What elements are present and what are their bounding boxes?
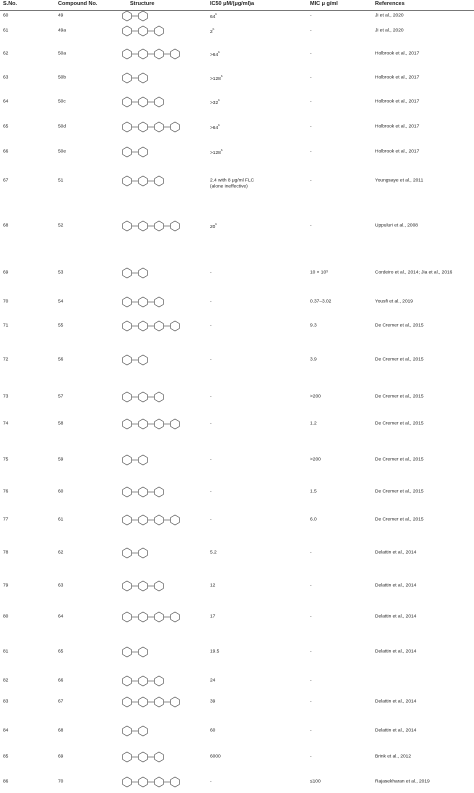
cell-mic: 1.5	[310, 489, 317, 495]
ring-shape	[123, 487, 132, 497]
ring-shape	[139, 612, 148, 622]
ring-shape	[155, 392, 164, 402]
cell-reference: Delattin et al., 2014	[375, 649, 417, 655]
header-references: References	[375, 1, 405, 7]
header-sno: S.No.	[3, 1, 18, 7]
cell-ic50: $>64^b$	[210, 50, 220, 58]
cell-compound: 50c	[58, 99, 66, 105]
cell-sno: 84	[3, 728, 9, 734]
cell-sno: 82	[3, 678, 9, 684]
ring-shape	[123, 122, 132, 132]
cell-mic: -	[310, 550, 312, 556]
ring-shape	[171, 221, 180, 231]
cell-reference: Delattin et al., 2014	[375, 583, 417, 589]
cell-sno: 60	[3, 13, 9, 19]
cell-mic: >200	[310, 457, 321, 463]
cell-compound: 70	[58, 779, 64, 785]
cell-ic50: -	[210, 457, 212, 463]
cell-sno: 73	[3, 394, 9, 400]
ring-shape	[139, 726, 148, 736]
cell-ic50: 2$^b$	[210, 27, 215, 35]
cell-sno: 79	[3, 583, 9, 589]
chemical-structure-image	[118, 388, 188, 406]
cell-compound: 56	[58, 357, 64, 363]
chemical-structure-image	[118, 511, 188, 529]
chemical-structure-image	[118, 773, 188, 791]
ring-shape	[155, 49, 164, 59]
cell-sno: 63	[3, 75, 9, 81]
cell-ic50: -	[210, 357, 212, 363]
ring-shape	[139, 176, 148, 186]
ring-shape	[155, 97, 164, 107]
cell-reference: Holbrook et al., 2017	[375, 149, 420, 155]
ring-shape	[139, 122, 148, 132]
ring-shape	[139, 321, 148, 331]
ring-shape	[171, 697, 180, 707]
ring-shape	[123, 268, 132, 278]
cell-reference: De Cremer et al., 2015	[375, 517, 424, 523]
cell-sno: 80	[3, 614, 9, 620]
ring-shape	[139, 73, 148, 83]
cell-compound: 49	[58, 13, 64, 19]
ring-shape	[171, 321, 180, 331]
cell-mic: -	[310, 678, 312, 684]
ring-shape	[123, 221, 132, 231]
cell-compound: 54	[58, 299, 64, 305]
cell-reference: Youngsaye et al., 2011	[375, 178, 424, 184]
cell-mic: -	[310, 754, 312, 760]
ring-shape	[123, 676, 132, 686]
ring-shape	[171, 419, 180, 429]
cell-reference: Holbrook et al., 2017	[375, 51, 420, 57]
cell-sno: 69	[3, 270, 9, 276]
ring-shape	[155, 321, 164, 331]
cell-reference: De Cremer et al., 2015	[375, 421, 424, 427]
cell-ic50: 24	[210, 678, 216, 684]
cell-sno: 86	[3, 779, 9, 785]
cell-reference: Cordeiro et al., 2014; Jia et al., 2016	[375, 270, 453, 276]
cell-compound: 63	[58, 583, 64, 589]
ring-shape	[123, 147, 132, 157]
ring-shape	[139, 11, 148, 21]
cell-ic50: -	[210, 421, 212, 427]
ring-shape	[123, 297, 132, 307]
cell-reference: Delattin et al., 2014	[375, 728, 417, 734]
cell-ic50: 5.2	[210, 550, 217, 556]
cell-compound: 53	[58, 270, 64, 276]
ring-shape	[155, 122, 164, 132]
ring-shape	[155, 487, 164, 497]
cell-mic: -	[310, 99, 312, 105]
ring-shape	[171, 612, 180, 622]
cell-mic: >200	[310, 394, 321, 400]
ring-shape	[155, 515, 164, 525]
cell-compound: 57	[58, 394, 64, 400]
cell-mic: -	[310, 124, 312, 130]
cell-compound: 50d	[58, 124, 67, 130]
cell-reference: Uppuluri et al., 2008	[375, 223, 418, 229]
cell-reference: De Cremer et al., 2015	[375, 323, 424, 329]
table-header	[0, 0, 474, 11]
ring-shape	[139, 548, 148, 558]
ring-shape	[123, 419, 132, 429]
cell-mic: -	[310, 75, 312, 81]
cell-mic: 1.2	[310, 421, 317, 427]
cell-reference: Ji et al., 2020	[375, 28, 404, 34]
ring-shape	[155, 26, 164, 36]
ring-shape	[155, 581, 164, 591]
cell-ic50: 12	[210, 583, 216, 589]
chemical-structure-image	[118, 264, 188, 282]
cell-mic: -	[310, 583, 312, 589]
ring-shape	[123, 647, 132, 657]
chemical-structure-image	[118, 45, 188, 63]
ring-shape	[123, 697, 132, 707]
cell-sno: 75	[3, 457, 9, 463]
cell-ic50: -	[210, 323, 212, 329]
ring-shape	[123, 11, 132, 21]
cell-sno: 66	[3, 149, 9, 155]
cell-mic: -	[310, 614, 312, 620]
ring-shape	[171, 49, 180, 59]
cell-ic50: 64$^b$	[210, 12, 218, 20]
cell-mic: 0.37–3.02	[310, 299, 332, 305]
cell-compound: 50e	[58, 149, 67, 155]
ring-shape	[139, 697, 148, 707]
chemical-structure-image	[118, 643, 188, 661]
cell-ic50: $>128^b$	[210, 74, 223, 82]
cell-mic: 9.3	[310, 323, 317, 329]
ring-shape	[139, 297, 148, 307]
cell-compound: 62	[58, 550, 64, 556]
ring-shape	[123, 26, 132, 36]
cell-mic: 3.9	[310, 357, 317, 363]
cell-sno: 74	[3, 421, 9, 427]
cell-compound: 50b	[58, 75, 67, 81]
cell-reference: De Cremer et al., 2015	[375, 394, 424, 400]
chemical-structure-image	[118, 69, 188, 87]
header-structure: Structure	[130, 1, 155, 7]
cell-mic: ≤100	[310, 779, 321, 785]
cell-compound: 69	[58, 754, 64, 760]
ring-shape	[155, 676, 164, 686]
ring-shape	[123, 581, 132, 591]
cell-mic: 6.0	[310, 517, 317, 523]
chemical-structure-image	[118, 317, 188, 335]
ring-shape	[171, 777, 180, 787]
chemical-structure-image	[118, 172, 188, 190]
cell-compound: 52	[58, 223, 64, 229]
ring-shape	[139, 455, 148, 465]
ring-shape	[139, 777, 148, 787]
cell-compound: 66	[58, 678, 64, 684]
ring-shape	[171, 515, 180, 525]
chemical-structure-image	[118, 722, 188, 740]
ring-shape	[123, 455, 132, 465]
ring-shape	[123, 777, 132, 787]
cell-mic: -	[310, 178, 312, 184]
cell-compound: 64	[58, 614, 64, 620]
cell-ic50: 2.4 with 8 μg/ml FLC	[210, 178, 255, 184]
ring-shape	[139, 647, 148, 657]
cell-reference: Delattin et al., 2014	[375, 699, 417, 705]
cell-ic50: -	[210, 270, 212, 276]
cell-compound: 50a	[58, 51, 67, 57]
ring-shape	[155, 612, 164, 622]
cell-mic: -	[310, 728, 312, 734]
cell-ic50: -	[210, 779, 212, 785]
ring-shape	[139, 515, 148, 525]
cell-ic50: $>64^b$	[210, 123, 220, 131]
chemical-structure-image	[118, 93, 188, 111]
header-ic50: IC50 μM/(μg/ml)a	[210, 1, 255, 7]
chemical-structure-image	[118, 672, 188, 690]
ring-shape	[123, 97, 132, 107]
ring-shape	[139, 49, 148, 59]
cell-sno: 81	[3, 649, 9, 655]
ring-shape	[139, 487, 148, 497]
chemical-structure-image	[118, 608, 188, 626]
ring-shape	[123, 726, 132, 736]
cell-compound: 60	[58, 489, 64, 495]
ring-shape	[139, 581, 148, 591]
ring-shape	[139, 676, 148, 686]
cell-compound: 68	[58, 728, 64, 734]
cell-sno: 67	[3, 178, 9, 184]
ring-shape	[155, 697, 164, 707]
cell-compound: 51	[58, 178, 64, 184]
ring-shape	[123, 515, 132, 525]
ring-shape	[123, 612, 132, 622]
cell-ic50: -	[210, 489, 212, 495]
cell-sno: 85	[3, 754, 9, 760]
cell-sno: 77	[3, 517, 9, 523]
ring-shape	[139, 419, 148, 429]
cell-mic: -	[310, 149, 312, 155]
cell-sno: 83	[3, 699, 9, 705]
cell-ic50: 60	[210, 728, 216, 734]
cell-reference: Yousfi et al., 2019	[375, 299, 413, 305]
ring-shape	[123, 73, 132, 83]
cell-reference: Holbrook et al., 2017	[375, 75, 420, 81]
cell-compound: 49a	[58, 28, 67, 34]
ring-shape	[123, 392, 132, 402]
cell-sno: 70	[3, 299, 9, 305]
cell-reference: Holbrook et al., 2017	[375, 124, 420, 130]
ring-shape	[139, 97, 148, 107]
cell-reference: De Cremer et al., 2015	[375, 357, 424, 363]
ring-shape	[155, 297, 164, 307]
cell-mic: -	[310, 13, 312, 19]
cell-sno: 64	[3, 99, 9, 105]
cell-sno: 71	[3, 323, 9, 329]
cell-mic: -	[310, 649, 312, 655]
cell-ic50: -	[210, 299, 212, 305]
cell-sno: 78	[3, 550, 9, 556]
cell-sno: 68	[3, 223, 9, 229]
cell-compound: 55	[58, 323, 64, 329]
cell-compound: 61	[58, 517, 64, 523]
ring-shape	[155, 176, 164, 186]
chemical-structure-image	[118, 217, 188, 235]
cell-reference: De Cremer et al., 2015	[375, 457, 424, 463]
cell-ic50: 6000	[210, 754, 221, 760]
ring-shape	[139, 392, 148, 402]
cell-compound: 67	[58, 699, 64, 705]
cell-compound: 59	[58, 457, 64, 463]
chemical-structure-image	[118, 118, 188, 136]
cell-reference: Delattin et al., 2014	[375, 550, 417, 556]
cell-compound: 65	[58, 649, 64, 655]
cell-sno: 61	[3, 28, 9, 34]
cell-sno: 65	[3, 124, 9, 130]
chemical-structure-image	[118, 415, 188, 433]
chemical-structure-image	[118, 577, 188, 595]
ring-shape	[139, 268, 148, 278]
ring-shape	[123, 355, 132, 365]
cell-mic: -	[310, 699, 312, 705]
cell-ic50: -	[210, 517, 212, 523]
cell-mic: -	[310, 28, 312, 34]
cell-sno: 62	[3, 51, 9, 57]
ring-shape	[171, 122, 180, 132]
ring-shape	[139, 221, 148, 231]
cell-mic: -	[310, 51, 312, 57]
header-compound: Compound No.	[58, 1, 98, 7]
chemical-structure-image	[118, 748, 188, 766]
cell-reference: Rajasekharan et al., 2019	[375, 779, 430, 785]
chemical-structure-image	[118, 693, 188, 711]
cell-reference: Holbrook et al., 2017	[375, 99, 420, 105]
cell-reference: Brink et al., 2012	[375, 754, 411, 760]
cell-ic50-note: (alone ineffective)	[210, 184, 248, 190]
cell-compound: 58	[58, 421, 64, 427]
cell-ic50: $>32^b$	[210, 98, 220, 106]
cell-ic50: 20$^b$	[210, 222, 218, 230]
ring-shape	[123, 176, 132, 186]
ring-shape	[123, 321, 132, 331]
chemical-structure-image	[118, 451, 188, 469]
ring-shape	[139, 355, 148, 365]
header-mic: MIC μ g/ml	[310, 1, 338, 7]
cell-sno: 72	[3, 357, 9, 363]
ring-shape	[155, 221, 164, 231]
cell-reference: Delattin et al., 2014	[375, 614, 417, 620]
chemical-structure-image	[118, 22, 188, 40]
ring-shape	[155, 419, 164, 429]
ring-shape	[139, 147, 148, 157]
cell-mic: -	[310, 223, 312, 229]
cell-reference: De Cremer et al., 2015	[375, 489, 424, 495]
cell-ic50: 19.5	[210, 649, 220, 655]
ring-shape	[155, 752, 164, 762]
ring-shape	[123, 49, 132, 59]
chemical-structure-image	[118, 544, 188, 562]
ring-shape	[123, 548, 132, 558]
cell-mic: 10 × 10³	[310, 270, 328, 276]
chemical-structure-image	[118, 143, 188, 161]
ring-shape	[123, 752, 132, 762]
chemical-structure-image	[118, 293, 188, 311]
cell-sno: 76	[3, 489, 9, 495]
cell-ic50: -	[210, 394, 212, 400]
cell-reference: Ji et al., 2020	[375, 13, 404, 19]
cell-ic50: 39	[210, 699, 216, 705]
ring-shape	[155, 777, 164, 787]
cell-ic50: 17	[210, 614, 216, 620]
cell-ic50: $>128^b$	[210, 148, 223, 156]
chemical-structure-image	[118, 483, 188, 501]
ring-shape	[139, 26, 148, 36]
chemical-structure-image	[118, 351, 188, 369]
ring-shape	[139, 752, 148, 762]
